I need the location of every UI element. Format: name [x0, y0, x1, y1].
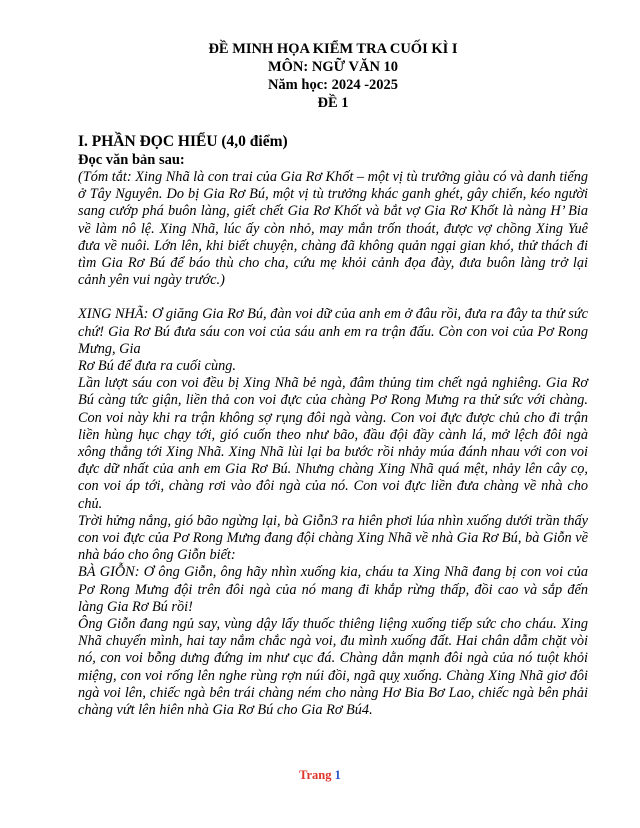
- document-page: [78, 40, 588, 719]
- story-paragraph: Ông Giỗn đang ngủ say, vùng dậy lấy thuốc thiêng liệng xuống tiếp sức cho cháu. Xing Nhã chuyển mình, hai tay nắm chắc ngà voi, đu mình xuống đất. Hai chân dẫm chặt vòi nó, con voi bỗng dưng đứng im như cục đá. Chàng dằn mạnh đôi ngà của nó tuột khỏi miệng, con voi rống lên nghe rùng rợn núi đồi, ngã quỵ xuống. Chàng Xing Nhã giơ đôi ngà voi lên, chiếc ngà bên trái chàng ném cho nàng Hơ Bia Bơ Lao, chiếc ngà bên phải chàng vứt lên hiên nhà Gia Rơ Bú cho Gia Rơ Bú4.: [78, 616, 588, 719]
- school-year-line: Năm học: 2024 -2025: [267, 77, 399, 93]
- story-paragraph: Lần lượt sáu con voi đều bị Xing Nhã bẻ ngà, đâm thủng tim chết ngả nghiêng. Gia Rơ Bú càng tức giận, liền thả con voi đực của chàng Pơ Rong Mưng ra thử sức với chàng. Con voi này khi ra trận không sợ rụng đôi ngà vàng. Con voi đực được chủ cho đi trận liền hùng hục chạy tới, gió cuốn theo như bão, đầu đội đầy cành lá, mở lệch đôi ngà xông thẳng tới Xing Nhã. Xing Nhã lùi lại ba bước rồi nhảy múa đánh nhau với con voi đực dữ nhất của anh em Gia Rơ Bú. Nhưng chàng Xing Nhã quá mệt, nhảy lên cây cọ, con voi áp tới, chàng rơi vào đôi ngà của nó. Con voi đực liền đưa chàng về nhà cho chủ.: [78, 375, 588, 512]
- story-paragraph: XING NHÃ: Ơ giăng Gia Rơ Bú, đàn voi dữ của anh em ở đâu rồi, đưa ra đây ta thử sức chứ! Gia Rơ Bú đưa sáu con voi của sáu anh em ra trận đấu. Còn con voi của Pơ Rong Mưng, Gia: [78, 306, 588, 357]
- story-paragraph: BÀ GIỖN: Ơ ông Giỗn, ông hãy nhìn xuống kia, cháu ta Xing Nhã đang bị con voi của Pơ Rong Mưng đội trên đôi ngà của nó mang đi khắp rừng thấp, đồi cao và sắp đến làng Gia Rơ Bú rồi!: [78, 564, 588, 615]
- subject-line: MÔN: NGỮ VĂN 10: [267, 59, 399, 75]
- exam-title: ĐỀ MINH HỌA KIỂM TRA CUỐI KÌ I: [208, 41, 458, 57]
- page-label: Trang: [299, 768, 332, 782]
- story-paragraph: Rơ Bú để đưa ra cuối cùng.: [78, 358, 236, 375]
- paragraph-gap: [78, 289, 588, 306]
- reading-instruction: Đọc văn bản sau:: [78, 152, 185, 168]
- exam-number: ĐỀ 1: [317, 95, 349, 111]
- story-summary: (Tóm tắt: Xing Nhã là con trai của Gia Rơ Khốt – một vị tù trưởng giàu có và danh tiếng ở Tây Nguyên. Do bị Gia Rơ Bú, một vị tù trưởng khác ganh ghét, gây chiến, kéo người sang cướp phá buôn làng, giết chết Gia Rơ Khốt và bắt vợ Gia Rơ Khốt là nàng H’ Bia về làm nô lệ. Xing Nhã, lúc ấy còn nhỏ, may mắn trốn thoát, được vợ chồng Xing Yuê đưa về nuôi. Lớn lên, khi biết chuyện, chàng đã không quản ngại gian khó, thử thách đi tìm Gia Rơ Bú để báo thù cho cha, cứu mẹ khỏi cảnh đọa đày, đưa buôn làng trở lại cảnh yên vui ngày trước.): [78, 169, 588, 289]
- section-title: I. PHẦN ĐỌC HIỂU (4,0 điểm): [78, 133, 288, 150]
- page-footer: [0, 768, 640, 783]
- story-paragraph: Trời hửng nắng, gió bão ngừng lại, bà Giỗn3 ra hiên phơi lúa nhìn xuống dưới trần thấy con voi đực của Pơ Rong Mưng đang đội chàng Xing Nhã về nhà Gia Rơ Bú, bà Giỗn về nhà báo cho ông Giỗn biết:: [78, 512, 588, 564]
- page-number: 1: [334, 768, 341, 782]
- exam-header: [78, 40, 588, 112]
